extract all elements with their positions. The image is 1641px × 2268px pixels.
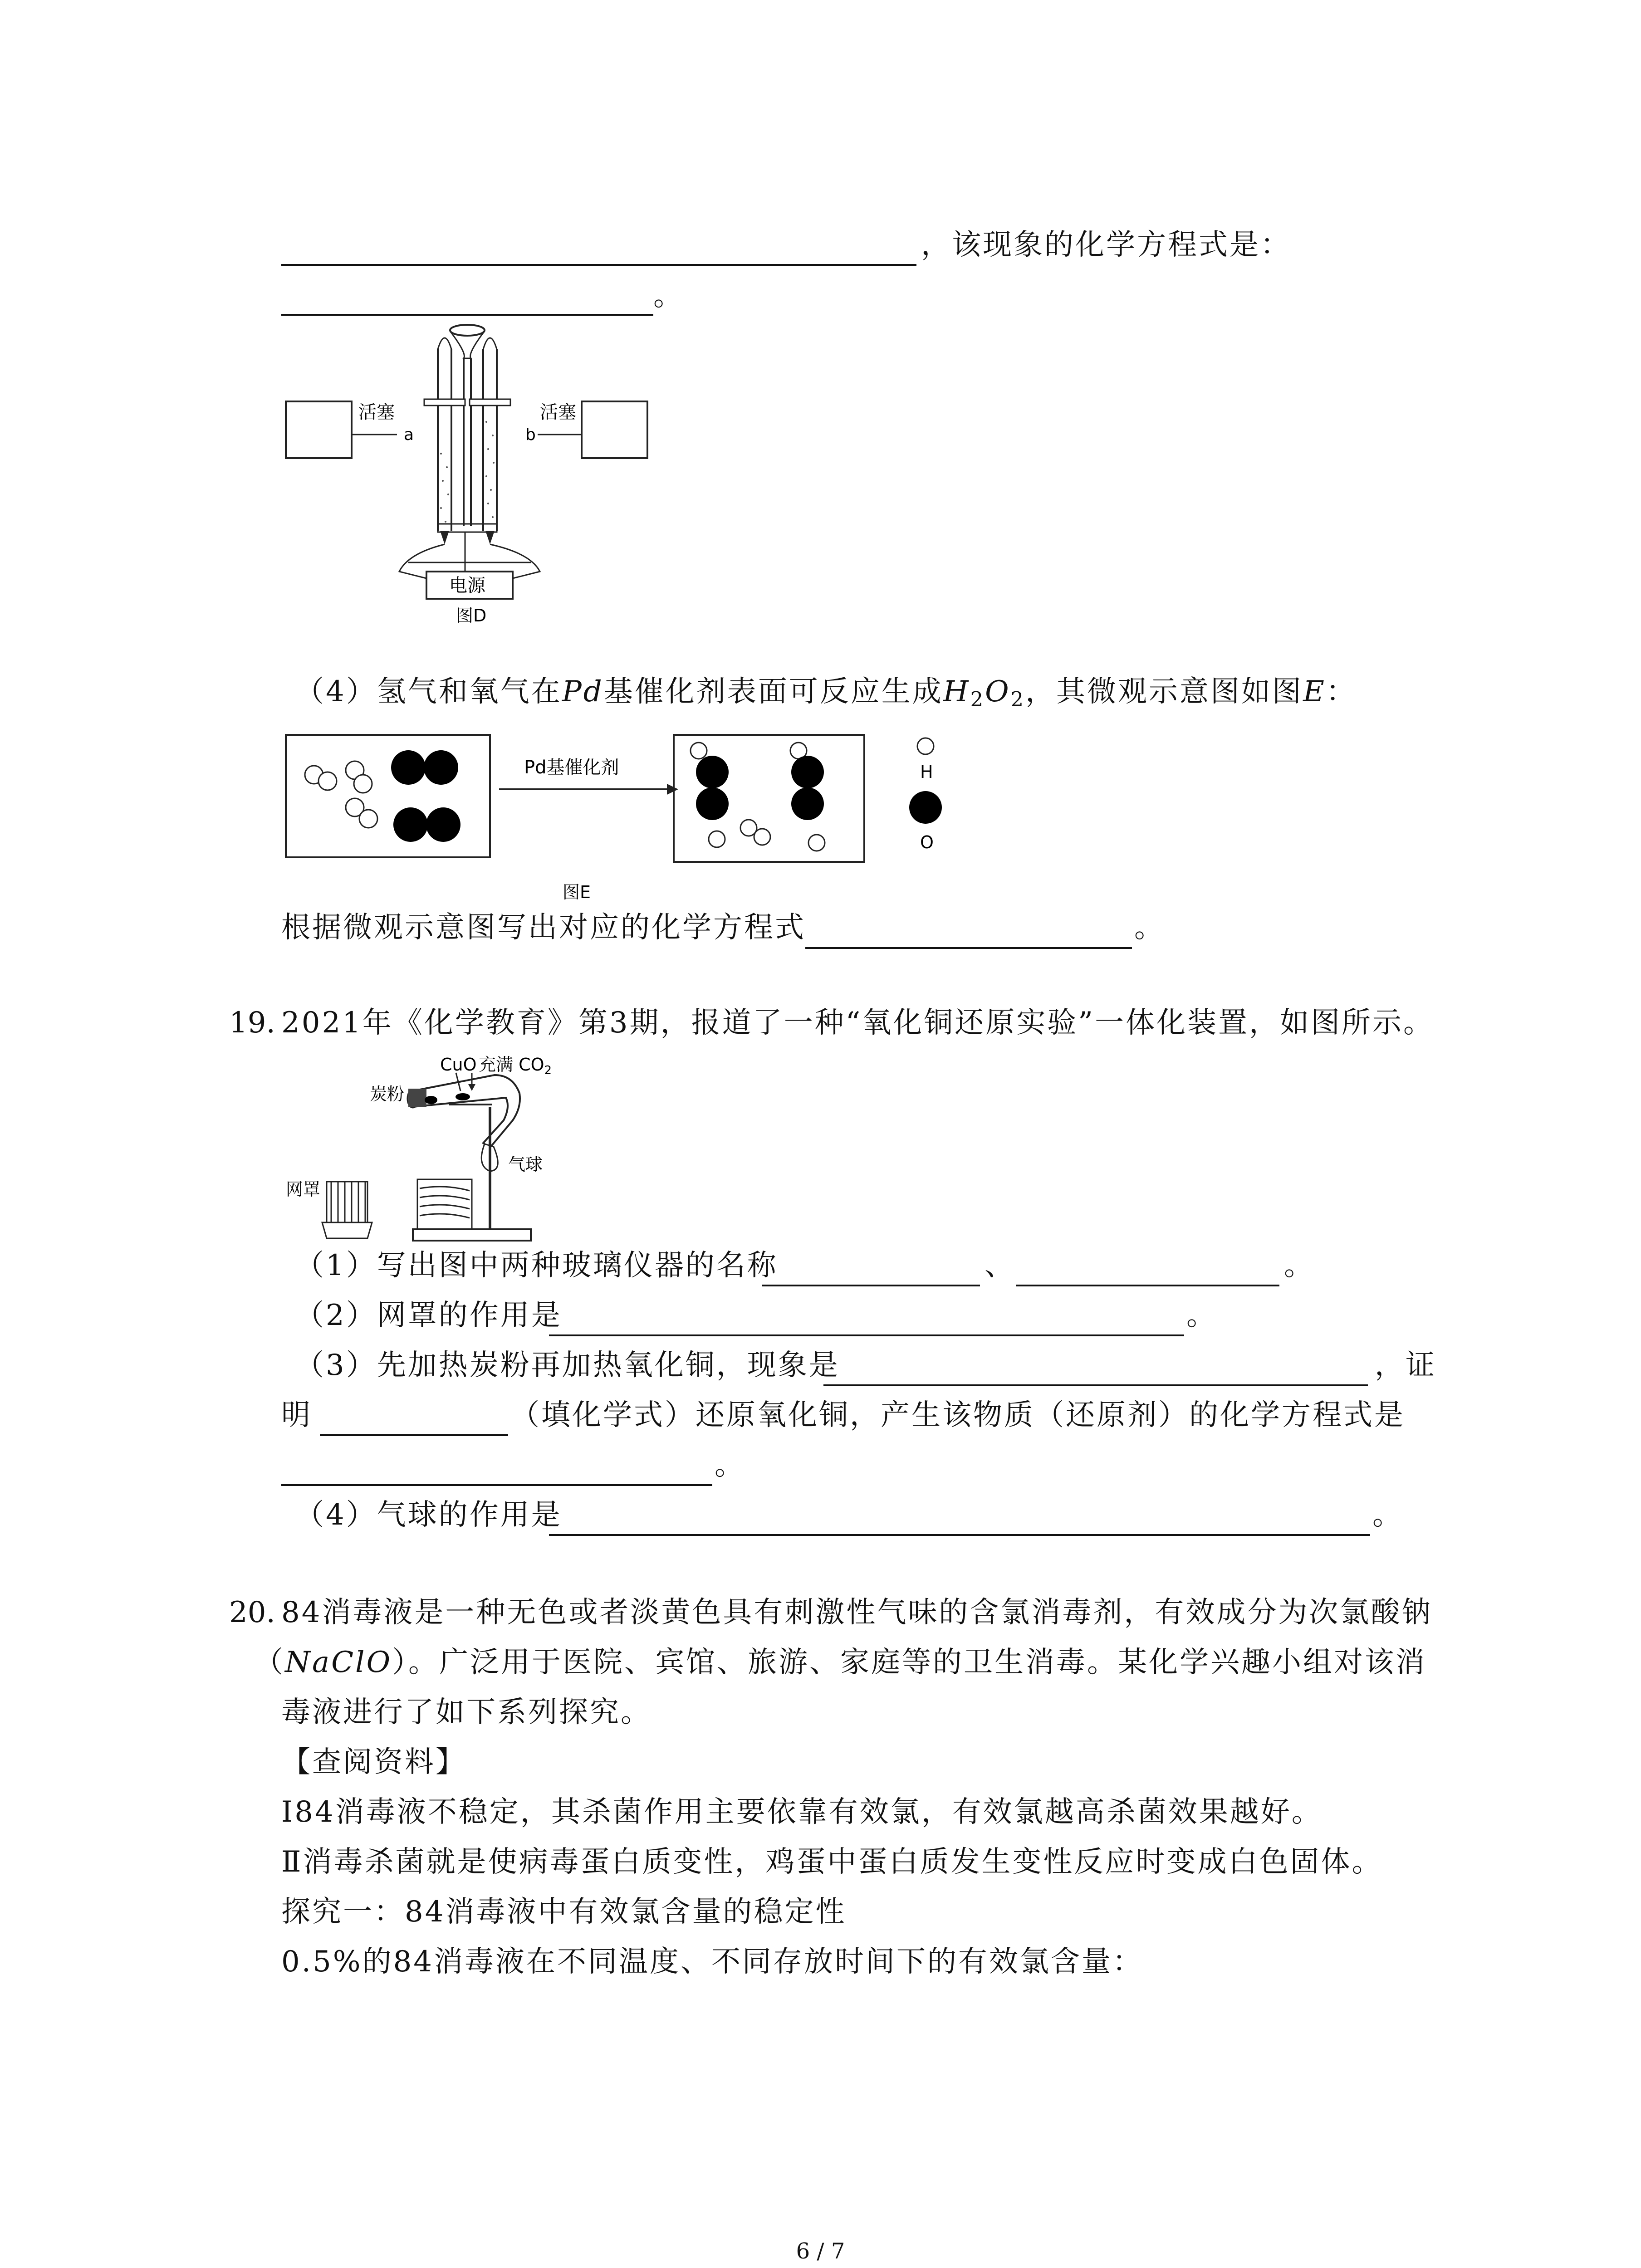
figure-d-electrolysis — [277, 318, 676, 635]
answer-blank[interactable] — [549, 1334, 1184, 1336]
text-line: ，该现象的化学方程式是： — [921, 228, 1291, 262]
question-number: 19. — [229, 1006, 275, 1040]
question-number: 20. — [229, 1596, 275, 1629]
formula-o: O — [985, 675, 1011, 709]
reference-item: Ⅰ84消毒液不稳定，其杀菌作用主要依靠有效氯，有效氯越高杀菌效果越好。 — [281, 1795, 1323, 1829]
text-line: （2）网罩的作用是 — [295, 1299, 562, 1332]
text-line: 。 — [1134, 911, 1165, 944]
text-line: 0.5%的84消毒液在不同温度、不同存放时间下的有效氯含量： — [281, 1945, 1144, 1979]
reference-item: Ⅱ消毒杀菌就是使病毒蛋白质变性，鸡蛋中蛋白质发生变性反应时变成白色固体。 — [281, 1845, 1383, 1879]
answer-blank[interactable] — [762, 1285, 980, 1286]
arrow-label-catalyst: Pd基催化剂 — [524, 757, 619, 778]
section-heading: 【查阅资料】 — [281, 1745, 466, 1779]
text-line: 。 — [1186, 1299, 1217, 1332]
formula-sub: 2 — [970, 687, 985, 712]
answer-blank[interactable] — [1016, 1285, 1279, 1286]
figure-d-caption: 图D — [456, 606, 487, 626]
label-co2-text: 充满 CO — [479, 1055, 544, 1075]
answer-blank[interactable] — [281, 1484, 712, 1486]
text-line: 。 — [715, 1448, 745, 1482]
label-co2-filled — [479, 1055, 552, 1077]
label-stopcock-left: 活塞 — [358, 402, 395, 423]
text-line: 。 — [653, 279, 684, 313]
formula-sub: 2 — [1010, 687, 1026, 712]
label-power: 电源 — [449, 575, 485, 596]
text-line — [254, 1644, 1426, 1681]
answer-blank[interactable] — [549, 1534, 1370, 1536]
text-span: ，其微观示意图如图 — [1025, 675, 1303, 709]
text-span: 基催化剂表面可反应生成 — [603, 675, 943, 709]
text-span: （4）氢气和氧气在 — [295, 675, 562, 709]
label-cuo: CuO — [440, 1055, 477, 1075]
text-line: 84消毒液是一种无色或者淡黄色具有刺激性气味的含氯消毒剂，有效成分为次氯酸钠 — [281, 1596, 1433, 1629]
answer-blank[interactable] — [281, 314, 653, 316]
label-co2-sub: 2 — [544, 1064, 552, 1077]
formula-naclo: NaClO — [285, 1646, 392, 1679]
label-carbon-powder: 炭粉 — [370, 1084, 405, 1104]
text-span: ： — [1326, 675, 1357, 709]
label-stopcock-right: 活塞 — [540, 402, 576, 423]
figure-q19-apparatus — [277, 1057, 603, 1247]
label-b: b — [525, 425, 536, 444]
text-line: （1）写出图中两种玻璃仪器的名称 — [295, 1249, 778, 1282]
label-balloon: 气球 — [508, 1154, 543, 1174]
text-line: 毒液进行了如下系列探究。 — [281, 1696, 652, 1729]
label-mesh: 网罩 — [286, 1179, 321, 1199]
text-line: （3）先加热炭粉再加热氧化铜，现象是 — [295, 1349, 840, 1382]
answer-blank[interactable] — [805, 947, 1132, 949]
exploration-title: 探究一：84消毒液中有效氯含量的稳定性 — [281, 1895, 847, 1929]
figure-e-caption: 图E — [563, 882, 591, 902]
text-line: ，证 — [1375, 1349, 1436, 1382]
text-line: 。 — [1372, 1498, 1403, 1532]
text-line — [295, 674, 1357, 712]
page-number: 6 / 7 — [796, 2239, 845, 2264]
answer-blank[interactable] — [320, 1434, 508, 1436]
legend-o: O — [920, 832, 934, 852]
formula-h: H — [943, 675, 970, 709]
answer-blank[interactable] — [281, 264, 916, 266]
text-line: 明 — [281, 1398, 312, 1432]
question-intro: 2021年《化学教育》第3期，报道了一种“氧化铜还原实验”一体化装置，如图所示。 — [281, 1006, 1435, 1040]
text-span: ）。广泛用于医院、宾馆、旅游、家庭等的卫生消毒。某化学兴趣小组对该消 — [392, 1646, 1427, 1679]
text-line: （4）气球的作用是 — [295, 1498, 562, 1532]
label-a: a — [404, 425, 414, 444]
answer-blank[interactable] — [823, 1384, 1368, 1386]
text-line: （填化学式）还原氧化铜，产生该物质（还原剂）的化学方程式是 — [510, 1398, 1405, 1432]
formula-pd: Pd — [562, 675, 604, 709]
text-span: （ — [254, 1646, 285, 1679]
legend-h: H — [920, 762, 933, 782]
figure-e-microscopic — [277, 726, 1003, 907]
figure-ref-e: E — [1303, 675, 1326, 709]
text-line: 根据微观示意图写出对应的化学方程式 — [281, 911, 806, 944]
text-line: 。 — [1284, 1249, 1315, 1282]
text-line: 、 — [985, 1249, 1015, 1282]
